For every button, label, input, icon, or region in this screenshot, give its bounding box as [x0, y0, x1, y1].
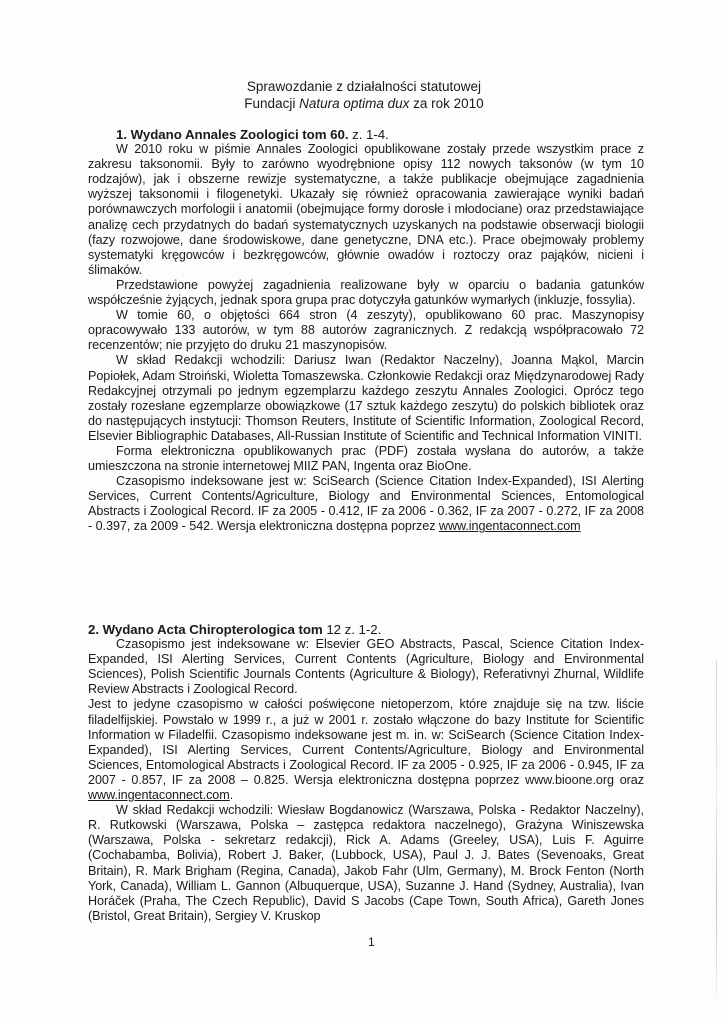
section1-paragraph-5: Forma elektroniczna opublikowanych prac (PDF) została wysłana do autorów, a także umieszczona na stronie internetowej MIIZ PAN, Ingenta oraz BioOne.: [88, 443, 644, 474]
ingentaconnect-link-2[interactable]: www.ingentaconnect.com: [88, 788, 230, 803]
title-prefix: Fundacji: [244, 96, 300, 111]
section2-paragraph-2-end: .: [229, 788, 234, 803]
section1-paragraph-1: W 2010 roku w piśmie Annales Zoologici opublikowane zostały przede wszystkim prace z zakresu taksonomii. Były to zarówno wyodrębnione opisy 112 nowych taksonów (w tym 10 rodzajów), jak i obszerne rewizje systematyczne, a także publikacje obejmujące zagadnienia wyższej taksonomii i filogenetyki. Ukazały się również opracowania zawierające wyniki badań porównawczych morfologii i anatomii (obejmujące formy dorosłe i młodociane) oraz przedstawiające analizę cech przydatnych do badań systematycznych uzyskanych na podstawie obserwacji biologii (fazy rozwojowe, dane środowiskowe, dane genetyczne, DNA etc.). Prace obejmowały problemy systematyki kręgowców i bezkręgowców, głównie owadów i roztoczy oraz pająków, nicieni i ślimaków.: [88, 142, 644, 277]
section2-paragraph-1: Czasopismo jest indeksowane w: Elsevier GEO Abstracts, Pascal, Science Citation Index-Expanded, ISI Alerting Services, Current Contents (Agriculture, Biology and Environmental Sciences), Polish Scientific Journals Contents (Agriculture & Biology), Referativnyi Zhurnal, Wildlife Review Abstracts i Zoological Record.: [88, 637, 644, 697]
section1-paragraph-4: W skład Redakcji wchodzili: Dariusz Iwan (Redaktor Naczelny), Joanna Mąkol, Marcin Popiołek, Adam Stroiński, Wioletta Tomaszewska. Członkowie Redakcji oraz Międzynarodowej Rady Redakcyjnej otrzymali po jednym egzemplarzu każdego zeszytu Annales Zoologici. Oprócz tego zostały rozesłane egzemplarze obowiązkowe (17 sztuk każdego zeszytu) do polskich bibliotek oraz do następujących instytucji: Thomson Reuters, Institute of Scientific Information, Zoological Record, Elsevier Bibliographic Databases, All-Russian Institute of Scientific and Technical Information VINITI.: [88, 353, 644, 443]
section1-paragraph-2: Przedstawione powyżej zagadnienia realizowane były w oparciu o badania gatunków współcześnie żyjących, jednak spora grupa prac dotyczyła gatunków wymarłych (inkluzje, fossylia).: [88, 277, 644, 308]
section1-heading: [88, 127, 644, 142]
title-motto: Natura optima dux: [299, 96, 410, 111]
section2-heading: [88, 622, 644, 637]
section1-paragraph-6: [88, 474, 644, 534]
section-acta-chiropterologica: [88, 622, 644, 924]
page-number: 1: [368, 935, 375, 949]
section1-heading-bold: 1. Wydano Annales Zoologici tom 60.: [116, 127, 349, 142]
section2-heading-bold: 2. Wydano Acta Chiropterologica tom: [88, 622, 323, 637]
ingentaconnect-link[interactable]: www.ingentaconnect.com: [438, 519, 581, 534]
section1-heading-issue: z. 1-4.: [348, 127, 389, 142]
document-title-line1: Sprawozdanie z działalności statutowej: [246, 79, 482, 94]
section-annales-zoologici: [88, 127, 644, 535]
scan-edge-artifact: [716, 660, 717, 1000]
section2-paragraph-2: [88, 697, 644, 803]
title-suffix: za rok 2010: [409, 96, 484, 111]
section1-paragraph-6-text: Czasopismo indeksowane jest w: SciSearch (Science Citation Index-Expanded), ISI Alerting Services, Current Contents/Agriculture, Biology and Environmental Sciences, Entomological Abstracts i Zoological Record. IF za 2005 - 0.412, IF za 2006 - 0.362, IF za 2007 - 0.272, IF za 2008 - 0.397, za 2009 - 542. Wersja elektroniczna dostępna poprzez: [88, 474, 644, 534]
document-title-line2: [0, 95, 728, 112]
section2-paragraph-3: W skład Redakcji wchodzili: Wiesław Bogdanowicz (Warszawa, Polska - Redaktor Naczelny), R. Rutkowski (Warszawa, Polska – zastępca redaktora naczelnego), Grażyna Winiszewska (Warszawa, Polska - sekretarz redakcji), Rick A. Adams (Greeley, USA), Luis F. Aguirre (Cochabamba, Bolivia), Robert J. Baker, (Lubbock, USA), Paul J. J. Bates (Sevenoaks, Great Britain), R. Mark Brigham (Regina, Canada), Jakob Fahr (Ulm, Germany), M. Brock Fenton (North York, Canada), William L. Gannon (Albuquerque, USA), Suzanne J. Hand (Sydney, Australia), Ivan Horáček (Praha, The Czech Republic), David S Jacobs (Cape Town, South Africa), Gareth Jones (Bristol, Great Britain), Sergiey V. Kruskop: [88, 803, 644, 923]
section2-paragraph-2-text: Jest to jedyne czasopismo w całości poświęcone nietoperzom, które znajduje się na tzw. liście filadelfijskiej. Powstało w 1999 r., a już w 2001 r. zostało włączone do bazy Institute for Scientific Information w Filadelfii. Czasopismo indeksowane jest m. in. w: SciSearch (Science Citation Index-Expanded), ISI Alerting Services, Current Contents/Agriculture, Biology and Environmental Sciences, Entomological Abstracts i Zoological Record. IF za 2005 - 0.925, IF za 2006 - 0.945, IF za 2007 - 0.857, IF za 2008 – 0.825. Wersja elektroniczna dostępna poprzez www.bioone.org oraz: [88, 697, 644, 787]
section1-paragraph-3: W tomie 60, o objętości 664 stron (4 zeszyty), opublikowano 60 prac. Maszynopisy opracowywało 133 autorów, w tym 88 autorów zagranicznych. Z redakcją współpracowało 72 recenzentów; nie przyjęto do druku 21 maszynopisów.: [88, 308, 644, 353]
section2-heading-issue: 12 z. 1-2.: [322, 622, 382, 637]
